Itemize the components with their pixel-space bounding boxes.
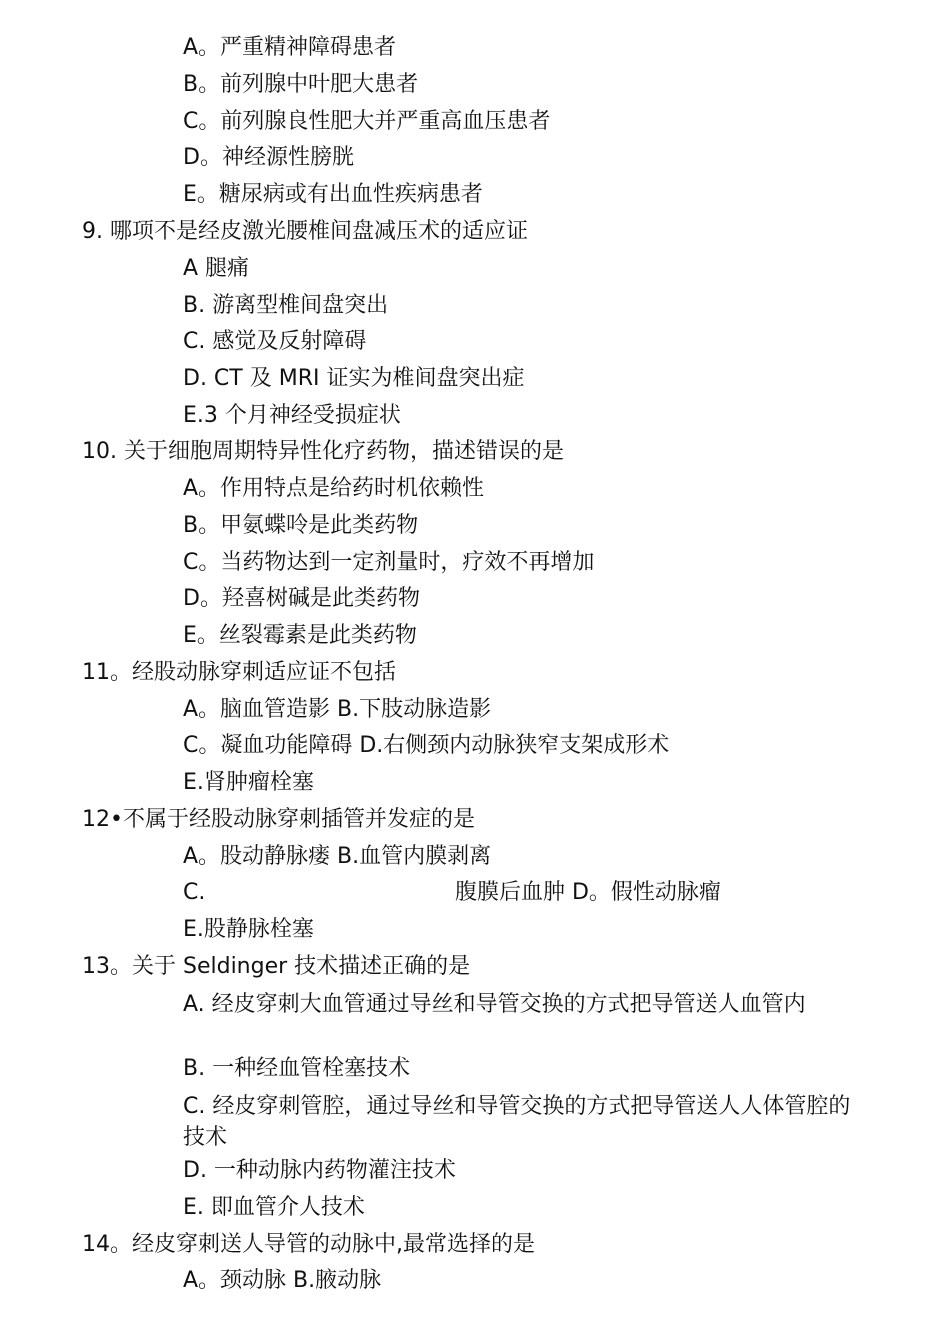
option-line: D。神经源性膀胱 bbox=[183, 145, 354, 170]
question-line: 11。经股动脉穿刺适应证不包括 bbox=[82, 660, 396, 685]
option-line: C。凝血功能障碍 D.右侧颈内动脉狭窄支架成形术 bbox=[183, 733, 670, 758]
option-line: B。甲氨蝶呤是此类药物 bbox=[183, 513, 419, 538]
option-line: A 腿痛 bbox=[183, 256, 250, 281]
option-line: B. 一种经血管栓塞技术 bbox=[183, 1056, 411, 1081]
option-line-continuation: 腹膜后血肿 D。假性动脉瘤 bbox=[455, 880, 721, 905]
question-line: 9. 哪项不是经皮激光腰椎间盘减压术的适应证 bbox=[82, 219, 528, 244]
question-line: 13。关于 Seldinger 技术描述正确的是 bbox=[82, 954, 471, 979]
question-line: 14。经皮穿刺送人导管的动脉中,最常选择的是 bbox=[82, 1232, 535, 1257]
option-line: A。作用特点是给药时机依赖性 bbox=[183, 476, 485, 501]
option-line: B. 游离型椎间盘突出 bbox=[183, 293, 389, 318]
option-line: E.股静脉栓塞 bbox=[183, 917, 314, 942]
option-line: D. CT 及 MRI 证实为椎间盘突出症 bbox=[183, 366, 525, 391]
option-line: A。股动静脉瘘 B.血管内膜剥离 bbox=[183, 844, 492, 869]
option-line: B。前列腺中叶肥大患者 bbox=[183, 72, 419, 97]
option-line: E。丝裂霉素是此类药物 bbox=[183, 623, 417, 648]
option-line-wrapped: A. 经皮穿刺大血管通过导丝和导管交换的方式把导管送人血管内 bbox=[183, 992, 806, 1017]
option-line: C. 感觉及反射障碍 bbox=[183, 329, 367, 354]
option-line-wrapped: C. 经皮穿刺管腔，通过导丝和导管交换的方式把导管送人人体管腔的技术 bbox=[183, 1094, 851, 1150]
option-line: D。羟喜树碱是此类药物 bbox=[183, 586, 420, 611]
option-line: E. 即血管介人技术 bbox=[183, 1195, 365, 1220]
option-line: E。糖尿病或有出血性疾病患者 bbox=[183, 182, 483, 207]
option-line: A。脑血管造影 B.下肢动脉造影 bbox=[183, 697, 492, 722]
option-line: C。前列腺良性肥大并严重高血压患者 bbox=[183, 109, 551, 134]
option-line: E.肾肿瘤栓塞 bbox=[183, 770, 314, 795]
question-line: 10. 关于细胞周期特异性化疗药物，描述错误的是 bbox=[82, 439, 564, 464]
option-line: A。严重精神障碍患者 bbox=[183, 35, 397, 60]
option-line: E.3 个月神经受损症状 bbox=[183, 403, 401, 428]
option-line: D. 一种动脉内药物灌注技术 bbox=[183, 1158, 456, 1183]
option-line-letter: C. bbox=[183, 880, 206, 905]
option-line: A。颈动脉 B.腋动脉 bbox=[183, 1268, 382, 1293]
question-line: 12•不属于经股动脉穿刺插管并发症的是 bbox=[82, 807, 475, 832]
option-line: C。当药物达到一定剂量时，疗效不再增加 bbox=[183, 550, 595, 575]
